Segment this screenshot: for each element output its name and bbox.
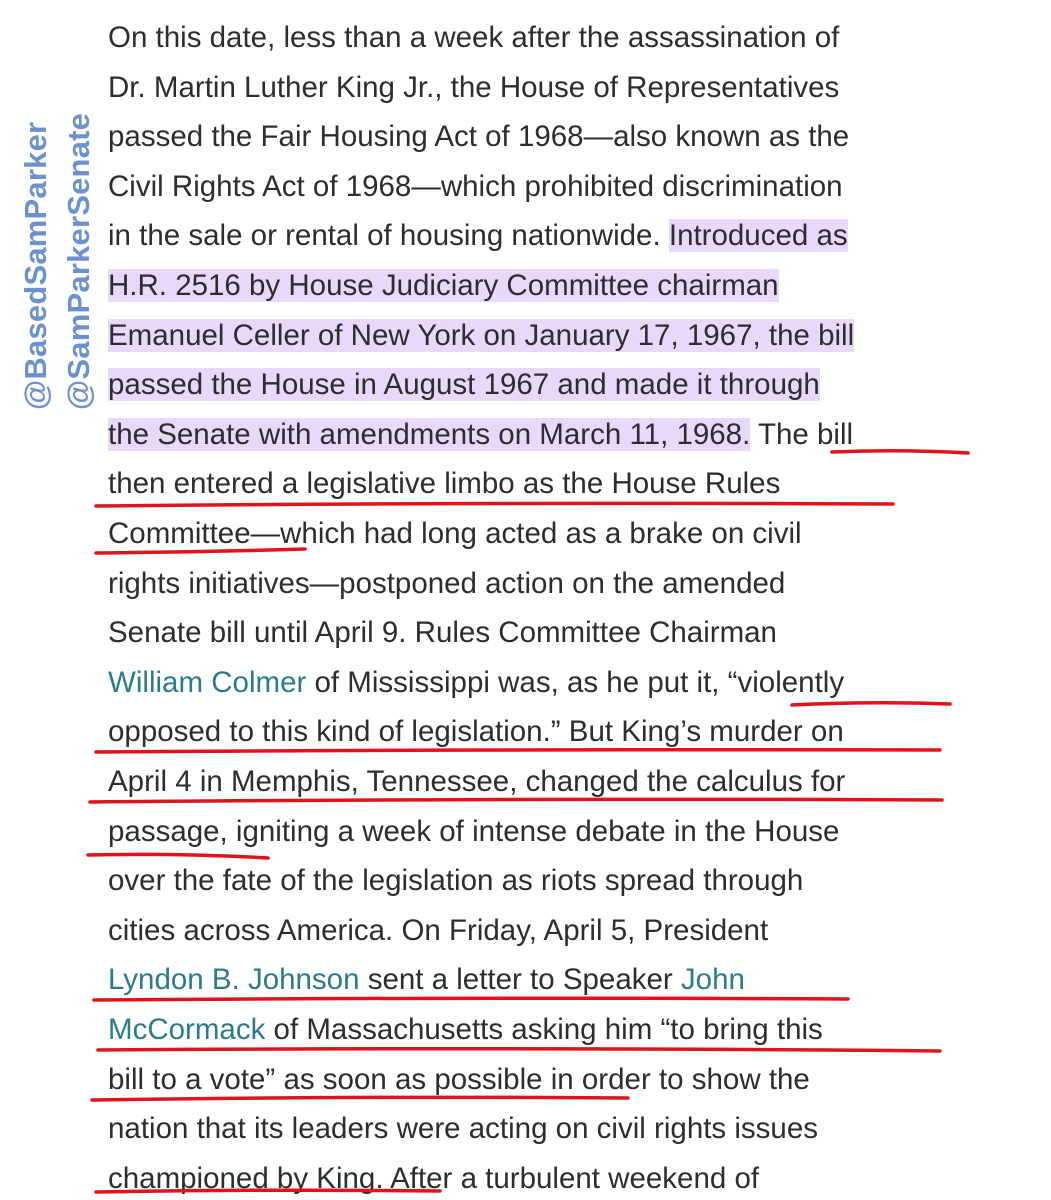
text-span: Civil Rights Act of 1968—which prohibited discrimination [108,169,843,203]
text-line [108,1106,818,1152]
text-line [108,957,745,1003]
text-span: over the fate of the legislation as riots spread through [108,864,804,898]
text-line [108,660,844,706]
text-span: April 4 in Memphis, Tennessee, changed the calculus for [108,765,846,798]
text-span: championed by King. After a turbulent weekend of [108,1161,760,1195]
text-line [108,858,803,904]
text-span: opposed to this kind of legislation.” But King’s murder on [108,715,844,749]
text-line [108,908,768,954]
text-span: sent a letter to Speaker [359,963,681,997]
text-line [108,263,779,309]
text-line [108,511,802,557]
highlighted-text: H.R. 2516 by House Judiciary Committee chairman [108,269,779,302]
text-span: nation that its leaders were acting on civil rights issues [108,1112,818,1146]
text-span: passed the Fair Housing Act of 1968—also known as the [108,120,850,154]
text-line [108,809,839,855]
text-line [108,759,845,805]
text-line [108,561,785,607]
text-span: cities across America. On Friday, April 5, President [108,913,769,947]
text-line [108,313,854,359]
text-line [108,709,844,755]
watermark-handle-1: @BasedSamParker [18,121,53,410]
inline-link[interactable]: John [680,963,745,997]
text-line [108,1007,823,1053]
text-line [108,610,777,656]
text-line [108,412,853,458]
text-span: passage, igniting a week of intense debate in the House [108,814,840,848]
text-line [108,362,820,408]
highlighted-text: passed the House in August 1967 and made it through [108,368,820,402]
text-line [108,1057,810,1103]
text-span: Dr. Martin Luther King Jr., the House of Representatives [108,70,840,104]
inline-link[interactable]: William Colmer [108,665,307,699]
text-span: The bill [750,417,854,451]
text-line [108,65,839,111]
text-line [108,164,843,210]
text-span: On this date, less than a week after the assassination of [108,21,840,54]
text-span: of Mississippi was, as he put it, “violently [306,665,845,699]
highlighted-text: Emanuel Celler of New York on January 17, 1967, the bill [108,318,855,352]
text-span: bill to a vote” as soon as possible in order to show the [108,1062,810,1096]
text-line [108,461,780,507]
text-line [108,15,839,61]
text-span: rights initiatives—postponed action on the amended [108,566,786,600]
text-span: then entered a legislative limbo as the House Rules [108,467,781,501]
inline-link[interactable]: McCormack [108,1013,266,1046]
text-line [108,1156,759,1200]
text-span: of Massachusetts asking him “to bring this [265,1013,823,1046]
text-span: in the sale or rental of housing nationwide. [108,219,669,253]
text-span: Committee—which had long acted as a brake on civil [108,517,802,550]
text-span: Senate bill until April 9. Rules Committee Chairman [108,616,777,650]
text-line [108,114,849,160]
watermark-handle-2: @SamParkerSenate [61,112,96,410]
highlighted-text: the Senate with amendments on March 11, 1968. [108,417,751,451]
highlighted-text: Introduced as [668,219,848,253]
inline-link[interactable]: Lyndon B. Johnson [108,963,360,997]
text-line [108,213,848,259]
